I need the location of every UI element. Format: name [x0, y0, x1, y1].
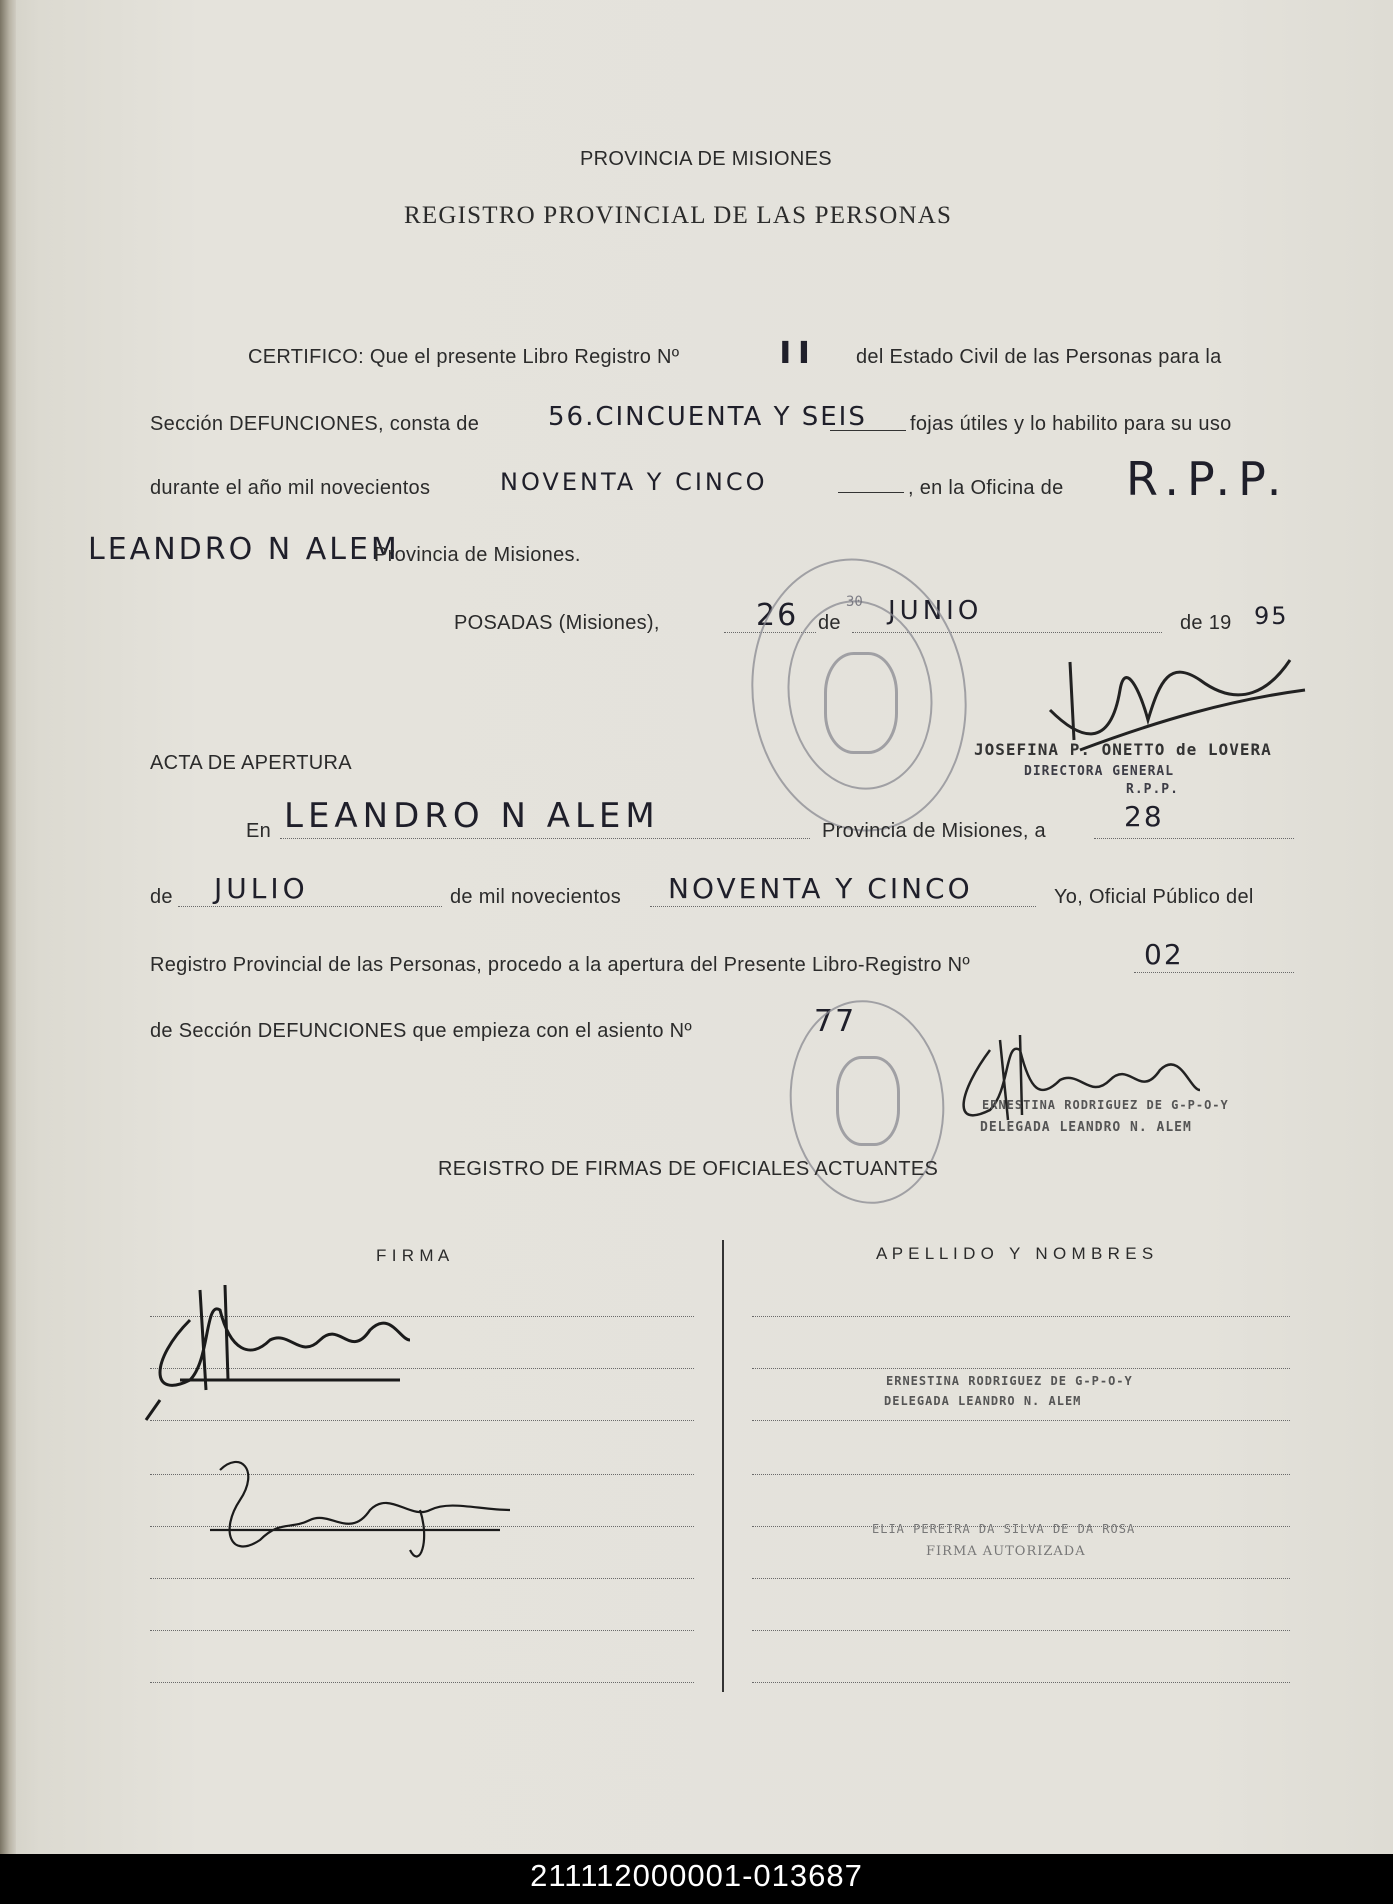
names-entry-1-line1: ERNESTINA RODRIGUEZ DE G-P-O-Y: [886, 1374, 1133, 1388]
book-spine: [0, 0, 16, 1854]
names-entry-2-line1: ELIA PEREIRA DA SILVA DE DA ROSA: [872, 1522, 1136, 1536]
col-firma-heading: F I R M A: [376, 1246, 450, 1265]
officer-stamp-line1: ERNESTINA RODRIGUEZ DE G-P-O-Y: [982, 1098, 1229, 1112]
opening-mil-label: de mil novecientos: [450, 886, 622, 908]
opening-act-heading: ACTA DE APERTURA: [150, 752, 352, 774]
posadas-label: POSADAS (Misiones),: [454, 612, 660, 634]
province-title: PROVINCIA DE MISIONES: [580, 148, 832, 170]
pages-underline: [830, 430, 906, 431]
registry-title: REGISTRO PROVINCIAL DE LAS PERSONAS: [404, 202, 953, 229]
opening-town-handwritten: LEANDRO N ALEM: [284, 796, 660, 836]
opening-book-handwritten: 02: [1144, 938, 1184, 971]
document-id: 211112000001-013687: [530, 1858, 863, 1893]
cert-line4: Provincia de Misiones.: [374, 544, 581, 566]
opening-month-dots: [178, 906, 442, 907]
names-row-2: [752, 1368, 1290, 1369]
year-prefix: de 19: [1180, 612, 1232, 634]
cert-line1-a: CERTIFICO: Que el presente Libro Registro Nº: [248, 346, 680, 368]
director-abbr-stamp: R.P.P.: [1126, 782, 1179, 797]
opening-yo-label: Yo, Oficial Público del: [1054, 886, 1254, 908]
director-seal-number: 30: [846, 594, 863, 610]
cert-line3-a: durante el año mil novecientos: [150, 477, 431, 499]
director-seal-emblem: [824, 652, 898, 754]
cert-line3-b: , en la Oficina de: [908, 477, 1064, 499]
opening-day-dots: [1094, 838, 1294, 839]
book-number-handwritten: II: [776, 336, 814, 371]
names-row-3: [752, 1420, 1290, 1421]
opening-year-dots: [650, 906, 1036, 907]
names-row-4: [752, 1474, 1290, 1475]
officer-seal-emblem: [836, 1056, 900, 1146]
column-divider: [722, 1240, 724, 1692]
cert-line1-b: del Estado Civil de las Personas para la: [856, 346, 1222, 368]
de-label: de: [818, 612, 841, 634]
day-handwritten: 26: [756, 598, 799, 633]
opening-line4: de Sección DEFUNCIONES que empieza con el asiento Nº: [150, 1020, 693, 1042]
month-handwritten: JUNIO: [888, 596, 983, 626]
names-row-7: [752, 1630, 1290, 1631]
officer-stamp-line2: DELEGADA LEANDRO N. ALEM: [980, 1120, 1192, 1135]
names-entry-2-line2: FIRMA AUTORIZADA: [926, 1544, 1086, 1559]
opening-entry-handwritten: 77: [814, 1004, 857, 1039]
firma-row-8: [150, 1682, 694, 1683]
cert-line2-a: Sección DEFUNCIONES, consta de: [150, 413, 480, 435]
col-names-heading: A P E L L I D O Y N O M B R E S: [876, 1244, 1154, 1263]
opening-province-label: Provincia de Misiones, a: [822, 820, 1046, 842]
director-name-stamp: JOSEFINA P. ONETTO de LOVERA: [974, 740, 1272, 759]
opening-town-dots: [280, 838, 810, 839]
names-row-1: [752, 1316, 1290, 1317]
signatures-heading: REGISTRO DE FIRMAS DE OFICIALES ACTUANTES: [438, 1158, 939, 1180]
opening-en-label: En: [246, 820, 272, 842]
names-row-6: [752, 1578, 1290, 1579]
opening-year-handwritten: NOVENTA Y CINCO: [668, 872, 973, 905]
firma-row-3: [150, 1420, 694, 1421]
opening-de-label: de: [150, 886, 173, 908]
officer-signature-2: [200, 1450, 520, 1580]
opening-month-handwritten: JULIO: [214, 872, 309, 905]
year-handwritten: NOVENTA Y CINCO: [500, 468, 768, 496]
director-title-stamp: DIRECTORA GENERAL: [1024, 764, 1175, 779]
cert-line2-b: fojas útiles y lo habilito para su uso: [910, 413, 1232, 435]
year-underline: [838, 492, 904, 493]
pages-handwritten: 56.CINCUENTA Y SEIS: [548, 402, 867, 432]
opening-book-dots: [1134, 972, 1294, 973]
office-handwritten: R.P.P.: [1126, 452, 1290, 506]
opening-line3: Registro Provincial de las Personas, procedo a la apertura del Presente Libro-Registro Nº: [150, 954, 970, 976]
firma-row-7: [150, 1630, 694, 1631]
opening-day-handwritten: 28: [1124, 800, 1164, 833]
officer-signature-1: [140, 1280, 420, 1410]
town-handwritten: LEANDRO N ALEM: [88, 532, 400, 567]
year-suffix-handwritten: 95: [1254, 602, 1289, 630]
names-row-8: [752, 1682, 1290, 1683]
names-entry-1-line2: DELEGADA LEANDRO N. ALEM: [884, 1394, 1082, 1408]
